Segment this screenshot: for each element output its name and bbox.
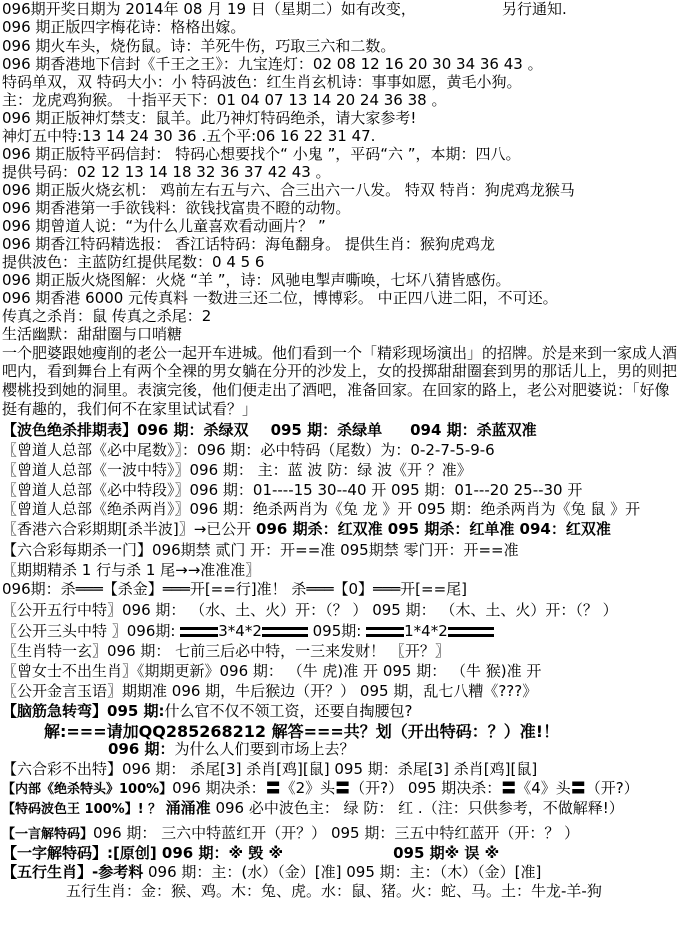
- text-line: 096 期香港第一手欲钱料：欲钱找富贵不瞪的动物。: [2, 199, 351, 217]
- neibu-values: 096 期决杀：〓《2》头〓（开?） 095 期决杀：〓《4》头〓（开?）: [172, 779, 639, 797]
- text-line: 096期开奖日期为 2014年 08 月 19 日（星期二）如有改变，: [2, 0, 416, 18]
- section-banbo: [2, 520, 611, 539]
- bose2-tag: 涌涌准: [165, 799, 211, 817]
- bose2-values: 096 必中波色主： 绿 防： 红 .（注：只供参考，不做解释!）: [210, 799, 624, 817]
- yizi-096: 【一字解特码】:[原创] 096 期：※ 毁 ※: [2, 844, 284, 862]
- bose2-label: 【特码波色王 100%】! ？: [2, 802, 166, 817]
- text-line: 提供号码：02 12 13 14 18 32 36 37 42 43 。: [2, 163, 331, 181]
- santou-label: 〖公开三头中特 〗096期:: [2, 622, 181, 640]
- text-line: 吧内，看到舞台上有两个全裸的男女躺在分开的沙发上，女的投掷甜甜圈套到男的那话儿上，男的则把: [2, 362, 678, 380]
- wuxingsx-values: 096 期：主：(水）（金）[准] 095 期：主：（木）（金）[准]: [143, 863, 542, 881]
- banbo-values: 096 期杀：红双准 095 期杀：红单准 094：红双准: [256, 520, 611, 538]
- santou-096: 3*4*2: [218, 622, 262, 640]
- section-neibu: [2, 779, 639, 799]
- section-bose2: [2, 799, 624, 819]
- text-line: 挺有趣的，我们何不在家里试试看？」: [2, 400, 258, 418]
- section-market: [108, 740, 355, 759]
- banbo-label: 〖香港六合彩期期[杀半波]〗→已公开: [2, 520, 257, 538]
- bose-094: 094 期：杀蓝双准: [410, 421, 537, 439]
- yiyan-values: 096 期： 三六中特蓝红开（开？） 095 期：三五中特红蓝开（开：？ ）: [93, 824, 580, 842]
- section-liangxiao: 〖曾道人总部《绝杀两肖》〗096 期：绝杀两肖为《兔 龙 》开 095 期：绝杀两肖为《兔 鼠 》开: [2, 500, 641, 518]
- text-line: 096 期香江特码精选报： 香江话特码：海龟翻身。 提供生肖：猴狗虎鸡龙: [2, 235, 495, 253]
- naojin-question: 什么官不仅不领工资，还要自掏腰包?: [164, 702, 413, 720]
- naojin-label: 【脑筋急转弯】095 期:: [2, 702, 165, 720]
- section-buchu: 【六合彩不出特】096 期： 杀尾[3] 杀肖[鸡][鼠] 095 期：杀尾[3] 杀肖[鸡][鼠]: [2, 760, 538, 778]
- market-label: 096 期：: [108, 740, 175, 758]
- section-yizi: [2, 844, 499, 863]
- section-bose: [2, 421, 537, 440]
- section-weishu: 〖曾道人总部《必中尾数》〗：096 期：必中特码（尾数）为：0-2-7-5-9-6: [2, 441, 495, 459]
- text-line: 神灯五中特:13 14 24 30 36 .五个平:06 16 22 31 47.: [2, 127, 376, 145]
- section-yimen: 【六合彩每期杀一门】096期禁 贰门 开：开==准 095期禁 零门开：开==准: [2, 541, 519, 559]
- text-line: 特码单双，双 特码大小：小 特码波色：红生肖玄机诗：事事如愿，黄毛小狗。: [2, 73, 522, 91]
- text-line: 传真之杀肖：鼠 传真之杀尾：2: [2, 307, 212, 325]
- santou-mark: [366, 627, 404, 637]
- bose-title: 【波色绝杀排期表】: [2, 421, 138, 439]
- text-line: 096 期曾道人说：“为什么儿童喜欢看动画片？ ”: [2, 217, 326, 235]
- text-line: 生活幽默：甜甜圈与口哨糖: [2, 325, 183, 343]
- text-line: 096 期正版神灯禁支：鼠羊。此乃神灯特码绝杀，请大家参考!: [2, 109, 417, 127]
- section-wuxing: 〖公开五行中特〗096 期： （水、土、火）开：（？ ） 095 期： （木、土、火）开：（？ ）: [2, 601, 618, 619]
- section-naojin: [2, 702, 413, 721]
- text-line: 一个肥婆跟她瘦削的老公一起开车进城。他们看到一个「精彩现场演出」的招牌。於是来到一家成人酒: [2, 344, 678, 362]
- santou-095-label: 095期:: [307, 622, 367, 640]
- section-wuxingsx-list: 五行生肖：金：猴、鸡。木：兔、虎。水：鼠、猪。火：蛇、马。土：牛龙-羊-狗: [66, 882, 602, 900]
- santou-mark: [448, 627, 494, 637]
- notice-right: 另行通知.: [502, 0, 567, 18]
- text-line: 樱桃投到她的洞里。表演完後，他们便走出了酒吧，准备回家。在回家的路上，老公对肥婆说：「好像: [2, 381, 670, 399]
- text-line: 096 期香港 6000 元传真料 一数进三还二位，博博彩。 中正四八进二阳，不可还。: [2, 289, 558, 307]
- section-nvshi: 〖曾女士不出生肖〗《期期更新》096 期： （牛 虎)准 开 095 期： （牛 猴)准 开: [2, 662, 542, 680]
- yiyan-label: 【一言解特码】: [2, 827, 94, 842]
- text-line: 096 期正版火烧图解：火烧 “羊 ”，诗：风驰电掣声嘶唤，七坏八猜皆感伤。: [2, 271, 511, 289]
- market-question: 为什么人们要到市场上去？: [174, 740, 355, 758]
- yizi-095: 095 期※ 误 ※: [393, 844, 500, 862]
- section-jingsha: 〖期期精杀 1 行与杀 1 尾→→准准准〗: [2, 561, 261, 579]
- santou-mark: [262, 627, 308, 637]
- wuxingsx-label: 【五行生肖】-参考料: [2, 863, 144, 881]
- bose-096: 096 期：杀绿双: [137, 421, 249, 439]
- section-yixuan: 〖生肖特一玄〗096 期： 七前三后必中特，一三来发财！ 〖开？〗: [2, 642, 450, 660]
- text-line: 096 期香港地下信封《千王之王》：九宝连灯：02 08 12 16 20 30 34 36 43 。: [2, 55, 543, 73]
- neibu-label: 【内部《绝杀特头》100%】: [2, 782, 173, 797]
- santou-mark: [180, 627, 218, 637]
- section-wuxingsx: [2, 863, 541, 882]
- text-line: 提供波色：主蓝防红提供尾数：0 4 5 6: [2, 253, 265, 271]
- text-line: 096 期正版四字梅花诗：格格出嫁。: [2, 18, 246, 36]
- text-line: 096 期火车头，烧伤鼠。诗：羊死牛伤，巧取三六和二数。: [2, 37, 396, 55]
- text-line: 主：龙虎鸡狗猴。 十指平天下：01 04 07 13 14 20 24 36 38 。: [2, 91, 447, 109]
- section-teduan: 〖曾道人总部《必中特段》〗096 期：01----15 30--40 开 095 期：01---20 25--30 开: [2, 481, 583, 499]
- section-yiyan: [2, 824, 579, 844]
- section-jinyan: 〖公开金言玉语〗期期准 096 期，牛后猴边（开？） 095 期，乱七八糟《???》: [2, 682, 538, 700]
- section-xingwei: 096期：杀═══【杀金】═══开[==行]准！ 杀═══【0】═══开[==尾]: [2, 580, 467, 598]
- santou-095: 1*4*2: [404, 622, 448, 640]
- section-yibo: 〖曾道人总部《一波中特》〗096 期： 主：蓝 波 防：绿 波《开 ？准》: [2, 461, 472, 479]
- section-jieda: 解:===请加QQ285268212 解答===共？划（开出特码：？）准!！: [44, 722, 560, 741]
- section-santou: [2, 622, 494, 641]
- text-line: 096 期正版特平码信封： 特码心想要找个“ 小鬼 ”，平码“六 ”，本期：四八。: [2, 145, 521, 163]
- text-line: 096 期正版火烧玄机： 鸡前左右五与六、合三出六一八发。 特双 特肖：狗虎鸡龙猴马: [2, 181, 575, 199]
- bose-095: 095 期：杀绿单: [270, 421, 383, 439]
